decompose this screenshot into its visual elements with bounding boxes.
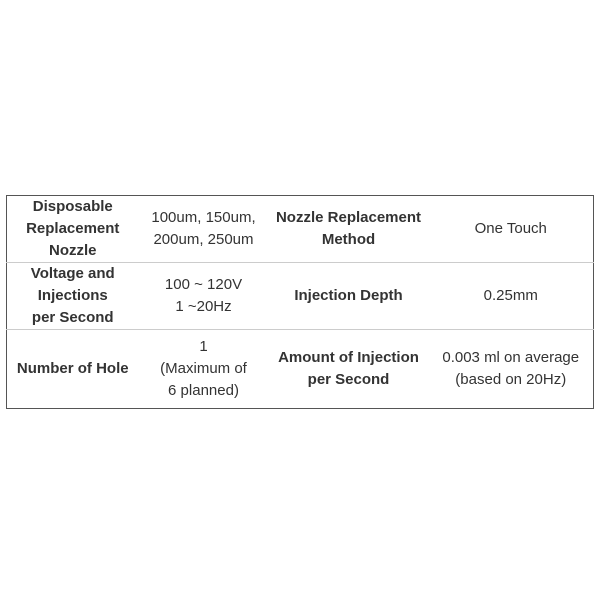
- spec-label-number-of-hole: Number of Hole: [7, 330, 139, 409]
- spec-value-voltage-frequency: 100 ~ 120V 1 ~20Hz: [139, 263, 269, 330]
- spec-table: [6, 195, 594, 409]
- spec-label-nozzle-replacement-method: Nozzle Replacement Method: [275, 209, 422, 248]
- spec-value-injection-depth: 0.25mm: [429, 263, 594, 330]
- spec-value-injection-amount: 0.003 ml on average (based on 20Hz): [429, 330, 594, 409]
- table-row: [7, 263, 594, 330]
- spec-label-injection-depth: Injection Depth: [269, 263, 429, 330]
- table-row: [7, 330, 594, 409]
- spec-value-replacement-method: One Touch: [474, 220, 547, 237]
- spec-value-nozzle-sizes: 100um, 150um, 200um, 250um: [151, 209, 256, 248]
- spec-value-number-of-hole: 1 (Maximum of 6 planned): [139, 330, 269, 409]
- spec-label-disposable-nozzle: Disposable Replacement Nozzle: [26, 198, 120, 259]
- spec-label-injection-amount: Amount of Injection per Second: [269, 330, 429, 409]
- table-row: [7, 196, 594, 263]
- spec-label-voltage-injections: Voltage and Injections per Second: [7, 263, 139, 330]
